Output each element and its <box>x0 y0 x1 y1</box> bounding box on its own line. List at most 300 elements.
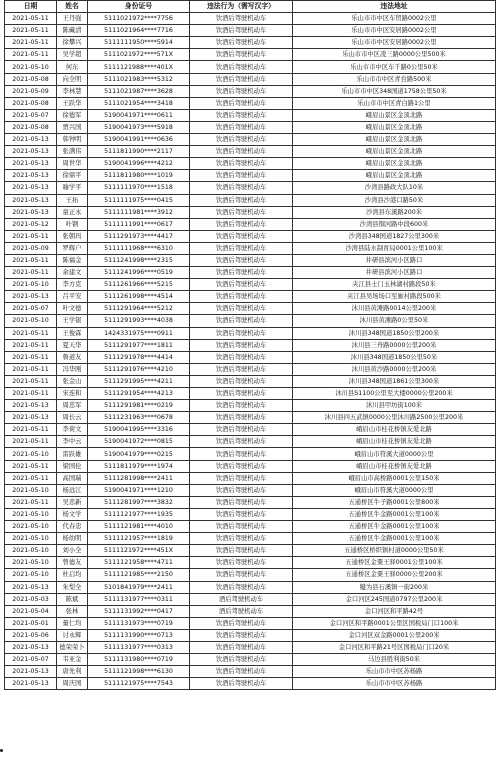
name-cell: 叶钢 <box>57 218 88 230</box>
violation-cell: 饮酒后驾驶机动车 <box>190 25 293 37</box>
id-number-cell: 5111121985****2150 <box>88 569 190 581</box>
table-row <box>5 605 496 617</box>
date-cell: 2021-05-10 <box>5 448 57 460</box>
date-cell: 2021-05-01 <box>5 617 57 629</box>
id-number-cell: 5111121998****6130 <box>88 666 190 678</box>
address-cell: 沙湾县东溪路200米 <box>293 206 496 218</box>
table-row <box>5 25 496 37</box>
id-number-cell: 5190041996****4212 <box>88 158 190 170</box>
date-cell: 2021-05-13 <box>5 134 57 146</box>
address-cell: 峨眉山市高桥路0001公里150米 <box>293 472 496 484</box>
address-cell: 乐山市市中区348国道1758公里50米 <box>293 85 496 97</box>
date-cell: 2021-05-11 <box>5 375 57 387</box>
table-row <box>5 49 496 61</box>
violation-cell: 饮酒后驾驶机动车 <box>190 194 293 206</box>
address-cell: 乐山市市中区安居路0002公里 <box>293 37 496 49</box>
name-cell: 徐鼎平 <box>57 170 88 182</box>
date-cell: 2021-05-10 <box>5 557 57 569</box>
table-row <box>5 388 496 400</box>
address-cell: 井研县滨河小区路口 <box>293 254 496 266</box>
address-cell: 沙湾县沙港口路50米 <box>293 194 496 206</box>
id-number-cell: 5111291978****4414 <box>88 351 190 363</box>
name-cell: 量仁均 <box>57 617 88 629</box>
table-row <box>5 13 496 25</box>
date-cell: 2021-05-09 <box>5 85 57 97</box>
table-row <box>5 496 496 508</box>
address-cell: 沙湾县路政大队10米 <box>293 182 496 194</box>
date-cell: 2021-05-10 <box>5 508 57 520</box>
table-row <box>5 85 496 97</box>
name-cell: 鲁道友 <box>57 351 88 363</box>
table-row <box>5 254 496 266</box>
violation-cell: 饮酒后驾驶机动车 <box>190 641 293 653</box>
address-cell: 金口河区和平路0001公里区国税局门口100米 <box>293 617 496 629</box>
table-row <box>5 73 496 85</box>
id-number-cell: 5111021972****571X <box>88 49 190 61</box>
violation-cell: 饮酒后驾驶机动车 <box>190 121 293 133</box>
table-row <box>5 557 496 569</box>
table-row <box>5 170 496 182</box>
date-cell: 2021-05-11 <box>5 339 57 351</box>
date-cell: 2021-05-11 <box>5 472 57 484</box>
name-cell: 罗辉户 <box>57 242 88 254</box>
id-number-cell: 5190041991****0636 <box>88 134 190 146</box>
violation-cell: 饮酒后驾驶机动车 <box>190 424 293 436</box>
table-row <box>5 121 496 133</box>
name-cell: 梁国伦 <box>57 460 88 472</box>
address-cell: 沙湾县陆水制育局0001公里100米 <box>293 242 496 254</box>
table-row <box>5 351 496 363</box>
id-number-cell: 5111121975****7543 <box>88 678 190 690</box>
id-number-cell: 5111121981****4010 <box>88 521 190 533</box>
violation-cell: 饮酒后驾驶机动车 <box>190 327 293 339</box>
address-cell: 沐川县348国道1850公里200米 <box>293 327 496 339</box>
address-cell: 马边县胜利街50米 <box>293 654 496 666</box>
violation-cell: 饮酒后驾驶机动车 <box>190 13 293 25</box>
violation-cell: 饮酒后驾驶机动车 <box>190 581 293 593</box>
name-cell: 童正永 <box>57 206 88 218</box>
date-cell: 2021-05-10 <box>5 545 57 557</box>
header-row <box>5 1 496 13</box>
violation-cell: 饮酒后驾驶机动车 <box>190 557 293 569</box>
date-cell: 2021-05-13 <box>5 158 57 170</box>
violation-cell: 饮酒后驾驶机动车 <box>190 230 293 242</box>
table-row <box>5 412 496 424</box>
name-cell: 余建文 <box>57 267 88 279</box>
table-row <box>5 375 496 387</box>
id-number-cell: 5111281997****3832 <box>88 496 190 508</box>
violation-cell: 饮酒后驾驶机动车 <box>190 436 293 448</box>
id-number-cell: 5111111981****3912 <box>88 206 190 218</box>
id-number-cell: 5111131980****0719 <box>88 654 190 666</box>
id-number-cell: 5111281998****2411 <box>88 472 190 484</box>
address-cell: 峨眉山景区金顶北路 <box>293 121 496 133</box>
table-row <box>5 678 496 690</box>
id-number-cell: 5111021987****3628 <box>88 85 190 97</box>
address-cell: 犍为县石溪镇一街200米 <box>293 581 496 593</box>
date-cell: 2021-05-13 <box>5 182 57 194</box>
table-row <box>5 109 496 121</box>
name-cell: 冯华刚 <box>57 363 88 375</box>
violation-cell: 饮酒后驾驶机动车 <box>190 545 293 557</box>
date-cell: 2021-05-10 <box>5 569 57 581</box>
table-row <box>5 291 496 303</box>
violation-cell: 饮酒后驾驶机动车 <box>190 254 293 266</box>
address-cell: 乐山市市中区车千路0公里50米 <box>293 61 496 73</box>
table-row <box>5 339 496 351</box>
table-row <box>5 134 496 146</box>
address-cell: 夹江县吴场场口至廊村路段500米 <box>293 291 496 303</box>
violation-cell: 饮酒后驾驶机动车 <box>190 351 293 363</box>
date-cell: 2021-05-13 <box>5 206 57 218</box>
violation-cell: 饮酒后驾驶机动车 <box>190 484 293 496</box>
date-cell: 2021-05-11 <box>5 351 57 363</box>
violation-cell: 饮酒后驾驶机动车 <box>190 134 293 146</box>
address-cell: 沐川县四五武镇0000公里沐川路2500公里200米 <box>293 412 496 424</box>
violation-cell: 饮酒后驾驶机动车 <box>190 472 293 484</box>
date-cell: 2021-05-07 <box>5 654 57 666</box>
address-cell: 五通桥区金粟王驿0001公里100米 <box>293 557 496 569</box>
violation-cell: 饮酒后驾驶机动车 <box>190 569 293 581</box>
table-row <box>5 218 496 230</box>
name-cell: 王丹强 <box>57 13 88 25</box>
address-cell: 金口河区和平路21号区国税局门口20米 <box>293 641 496 653</box>
date-cell: 2021-05-11 <box>5 230 57 242</box>
address-cell: 金口河区和平路42号 <box>293 605 496 617</box>
name-cell: 王拓 <box>57 194 88 206</box>
id-number-cell: 5111241998****2315 <box>88 254 190 266</box>
id-number-cell: 5111111975****0415 <box>88 194 190 206</box>
table-row <box>5 363 496 375</box>
address-cell: 乐山市市中区青白路1公里 <box>293 97 496 109</box>
address-cell: 沐川县348国道1861公里300米 <box>293 375 496 387</box>
id-number-cell: 5190041971****0611 <box>88 109 190 121</box>
address-cell: 峨眉山景区金顶北路 <box>293 170 496 182</box>
violation-cell: 饮酒后驾驶机动车 <box>190 315 293 327</box>
date-cell: 2021-05-08 <box>5 121 57 133</box>
address-cell: 沐川县三舟路0000公里200米 <box>293 339 496 351</box>
id-number-cell: 5111121972****451X <box>88 545 190 557</box>
id-number-cell: 5190041973****5918 <box>88 121 190 133</box>
date-cell: 2021-05-13 <box>5 641 57 653</box>
date-cell: 2021-05-10 <box>5 315 57 327</box>
name-cell: 张金山 <box>57 375 88 387</box>
table-row <box>5 436 496 448</box>
table-row <box>5 666 496 678</box>
address-cell: 夹江县士门玉林湖村路段50米 <box>293 279 496 291</box>
date-cell: 2021-05-09 <box>5 242 57 254</box>
violation-cell: 饮酒后驾驶机动车 <box>190 629 293 641</box>
id-number-cell: 5190041995****3316 <box>88 424 190 436</box>
violation-cell: 饮酒后驾驶机动车 <box>190 521 293 533</box>
violation-cell: 饮酒后驾驶机动车 <box>190 496 293 508</box>
address-cell: 峨眉山景区金顶北路 <box>293 109 496 121</box>
date-cell: 2021-05-08 <box>5 97 57 109</box>
violation-cell: 饮酒后驾驶机动车 <box>190 146 293 158</box>
id-number-cell: 5190041972****0815 <box>88 436 190 448</box>
id-number-cell: 5111131977****0313 <box>88 641 190 653</box>
address-cell: 沙湾县铜河路中段600米 <box>293 218 496 230</box>
address-cell: 金口河区245国道0797公里200米 <box>293 593 496 605</box>
name-cell: 周忠军 <box>57 400 88 412</box>
table-body <box>5 13 496 690</box>
violation-cell: 饮酒后驾驶机动车 <box>190 158 293 170</box>
violation-cell: 饮酒后驾驶机动车 <box>190 339 293 351</box>
date-cell: 2021-05-10 <box>5 533 57 545</box>
violation-cell: 饮酒后驾驶机动车 <box>190 73 293 85</box>
violation-cell: 饮酒后驾驶机动车 <box>190 49 293 61</box>
address-cell: 峨眉山市符溪大道0000公里 <box>293 484 496 496</box>
table-row <box>5 472 496 484</box>
date-cell: 2021-05-06 <box>5 629 57 641</box>
address-cell: 乐山市市中区苏杨路 <box>293 666 496 678</box>
id-number-cell: 5111291964****5212 <box>88 303 190 315</box>
address-cell: 乐山市市中区车贸路0002公里 <box>293 13 496 25</box>
table-row <box>5 508 496 520</box>
date-cell: 2021-05-11 <box>5 25 57 37</box>
id-number-cell: 5111261966****5215 <box>88 279 190 291</box>
id-number-cell: 5101841979****2411 <box>88 581 190 593</box>
table-row <box>5 569 496 581</box>
date-cell: 2021-05-10 <box>5 61 57 73</box>
address-cell: 峨眉山市符溪大道0000公里 <box>293 448 496 460</box>
id-number-cell: 5190041979****0215 <box>88 448 190 460</box>
date-cell: 2021-05-11 <box>5 267 57 279</box>
date-cell: 2021-05-11 <box>5 13 57 25</box>
id-number-cell: 5190041971****1210 <box>88 484 190 496</box>
violation-cell: 饮酒后驾驶机动车 <box>190 654 293 666</box>
address-cell: 沐川县黄滩路0014公里200米 <box>293 303 496 315</box>
table-row <box>5 315 496 327</box>
name-cell: 刘小全 <box>57 545 88 557</box>
name-cell: 吴学超 <box>57 49 88 61</box>
table-row <box>5 400 496 412</box>
violation-cell: 饮酒后驾驶机动车 <box>190 242 293 254</box>
name-cell: 陈藏清 <box>57 25 88 37</box>
name-cell: 向全明 <box>57 73 88 85</box>
id-number-cell: 5111121988****401X <box>88 61 190 73</box>
violation-cell: 酒后驾驶机动车 <box>190 593 293 605</box>
name-cell: 王跃华 <box>57 97 88 109</box>
table-row <box>5 484 496 496</box>
violation-cell: 饮酒后驾驶机动车 <box>190 617 293 629</box>
column-header-id-number: 身份证号 <box>88 1 190 13</box>
address-cell: 五通桥区牛金路0001公里100米 <box>293 533 496 545</box>
name-cell: 何东 <box>57 61 88 73</box>
violation-cell: 饮酒后驾驶机动车 <box>190 448 293 460</box>
violation-cell: 饮酒后驾驶机动车 <box>190 37 293 49</box>
date-cell: 2021-05-08 <box>5 73 57 85</box>
id-number-cell: 5111231963****0678 <box>88 412 190 424</box>
name-cell: 李荷文 <box>57 424 88 436</box>
violation-cell: 饮酒后驾驶机动车 <box>190 363 293 375</box>
violation-cell: 饮酒后驾驶机动车 <box>190 375 293 387</box>
date-cell: 2021-05-13 <box>5 400 57 412</box>
id-number-cell: 1424331975****0911 <box>88 327 190 339</box>
date-cell: 2021-05-13 <box>5 678 57 690</box>
violation-cell: 饮酒后驾驶机动车 <box>190 303 293 315</box>
table-row <box>5 448 496 460</box>
id-number-cell: 5111811990****2117 <box>88 146 190 158</box>
id-number-cell: 5111021964****7716 <box>88 25 190 37</box>
name-cell: 周世华 <box>57 158 88 170</box>
id-number-cell: 5111021983****5312 <box>88 73 190 85</box>
table-row <box>5 194 496 206</box>
name-cell: 陈福金 <box>57 254 88 266</box>
name-cell: 王俊霖 <box>57 327 88 339</box>
name-cell: 夏天华 <box>57 339 88 351</box>
date-cell: 2021-05-11 <box>5 436 57 448</box>
address-cell: 沐川县348国道1850公里50米 <box>293 351 496 363</box>
name-cell: 周长云 <box>57 412 88 424</box>
bullet-marker <box>0 749 3 752</box>
date-cell: 2021-05-11 <box>5 37 57 49</box>
table-row <box>5 654 496 666</box>
address-cell: 峨眉山景区金顶北路 <box>293 146 496 158</box>
date-cell: 2021-05-12 <box>5 218 57 230</box>
name-cell: 高国瑞 <box>57 472 88 484</box>
id-number-cell: 5111291954****4213 <box>88 388 190 400</box>
name-cell: 雷跃雄 <box>57 448 88 460</box>
date-cell: 2021-05-11 <box>5 424 57 436</box>
violation-cell: 饮酒后驾驶机动车 <box>190 206 293 218</box>
date-cell: 2021-05-13 <box>5 194 57 206</box>
id-number-cell: 5111291995****4211 <box>88 375 190 387</box>
name-cell: 杨远江 <box>57 484 88 496</box>
address-cell: 五通桥区牛金路0001公里100米 <box>293 508 496 520</box>
name-cell: 韩钟明 <box>57 134 88 146</box>
violation-cell: 饮酒后驾驶机动车 <box>190 85 293 97</box>
address-cell: 金口河区双金路0001公里200米 <box>293 629 496 641</box>
name-cell: 张林 <box>57 605 88 617</box>
violation-cell: 酒后驾驶机动车 <box>190 605 293 617</box>
table-row <box>5 521 496 533</box>
id-number-cell: 5111131992****0417 <box>88 605 190 617</box>
table-row <box>5 182 496 194</box>
id-number-cell: 5111291993****4038 <box>88 315 190 327</box>
id-number-cell: 5111131990****0713 <box>88 629 190 641</box>
column-header-address: 违法地址 <box>293 1 496 13</box>
table-row <box>5 545 496 557</box>
table-row <box>5 97 496 109</box>
date-cell: 2021-05-07 <box>5 109 57 121</box>
date-cell: 2021-05-10 <box>5 484 57 496</box>
name-cell: 李林慧 <box>57 85 88 97</box>
date-cell: 2021-05-11 <box>5 327 57 339</box>
name-cell: 张朝玛 <box>57 230 88 242</box>
table-row <box>5 146 496 158</box>
address-cell: 五通桥区牛子路0001公里800米 <box>293 496 496 508</box>
id-number-cell: 5111291976****4210 <box>88 363 190 375</box>
name-cell: 贾兴国 <box>57 121 88 133</box>
id-number-cell: 5111021972****7756 <box>88 13 190 25</box>
address-cell: 沐川县黄滩路0公里50米 <box>293 315 496 327</box>
name-cell: 李中云 <box>57 436 88 448</box>
name-cell: 杨文学 <box>57 508 88 520</box>
date-cell: 2021-05-13 <box>5 146 57 158</box>
date-cell: 2021-05-11 <box>5 49 57 61</box>
name-cell: 喻学平 <box>57 182 88 194</box>
id-number-cell: 5111811980****1019 <box>88 170 190 182</box>
date-cell: 2021-05-07 <box>5 303 57 315</box>
name-cell: 杨幼明 <box>57 533 88 545</box>
name-cell: 唐先利 <box>57 666 88 678</box>
violations-table <box>4 0 496 690</box>
date-cell: 2021-05-11 <box>5 496 57 508</box>
name-cell: 徐攀兴 <box>57 37 88 49</box>
table-row <box>5 242 496 254</box>
address-cell: 乐山市市中区青台路500米 <box>293 73 496 85</box>
address-cell: 井研县滨河小区路口 <box>293 267 496 279</box>
violation-cell: 饮酒后驾驶机动车 <box>190 678 293 690</box>
column-header-name: 姓名 <box>57 1 88 13</box>
id-number-cell: 5111811979****1974 <box>88 460 190 472</box>
table-row <box>5 206 496 218</box>
violation-cell: 饮酒后驾驶机动车 <box>190 279 293 291</box>
date-cell: 2021-05-10 <box>5 279 57 291</box>
name-cell: 杜启均 <box>57 569 88 581</box>
violation-cell: 饮酒后驾驶机动车 <box>190 291 293 303</box>
column-header-date: 日期 <box>5 1 57 13</box>
table-row <box>5 629 496 641</box>
address-cell: 五通桥区金粟王驿0000公里200米 <box>293 569 496 581</box>
name-cell: 李方克 <box>57 279 88 291</box>
violation-cell: 饮酒后驾驶机动车 <box>190 508 293 520</box>
table-row <box>5 424 496 436</box>
id-number-cell: 5111121957****1819 <box>88 533 190 545</box>
date-cell: 2021-05-11 <box>5 460 57 472</box>
violation-cell: 饮酒后驾驶机动车 <box>190 97 293 109</box>
table-row <box>5 327 496 339</box>
address-cell: 乐山市市中区安居路0002公里 <box>293 25 496 37</box>
id-number-cell: 5111111950****5914 <box>88 37 190 49</box>
name-cell: 德荣荣卜 <box>57 641 88 653</box>
address-cell: 沙湾县348国道1827公里300米 <box>293 230 496 242</box>
address-cell: 沐川县S1100公里至大楼0000公里200米 <box>293 388 496 400</box>
table-row <box>5 641 496 653</box>
violation-cell: 饮酒后驾驶机动车 <box>190 182 293 194</box>
address-cell: 峨眉山市桂花桥镇友爱北路 <box>293 436 496 448</box>
id-number-cell: 5111261998****4514 <box>88 291 190 303</box>
name-cell: 韦亚金 <box>57 654 88 666</box>
name-cell: 吴忠新 <box>57 496 88 508</box>
address-cell: 乐山市市中区苏杨路 <box>293 678 496 690</box>
date-cell: 2021-05-13 <box>5 581 57 593</box>
table-row <box>5 581 496 593</box>
violation-cell: 饮酒后驾驶机动车 <box>190 218 293 230</box>
address-cell: 峨眉山市桂花桥镇友爱北路 <box>293 460 496 472</box>
violation-cell: 饮酒后驾驶机动车 <box>190 412 293 424</box>
violation-cell: 饮酒后驾驶机动车 <box>190 388 293 400</box>
date-cell: 2021-05-11 <box>5 254 57 266</box>
name-cell: 曾德友 <box>57 557 88 569</box>
id-number-cell: 5111131977****0311 <box>88 593 190 605</box>
id-number-cell: 5111291977****1811 <box>88 339 190 351</box>
name-cell: 王学银 <box>57 315 88 327</box>
date-cell: 2021-05-04 <box>5 605 57 617</box>
violation-cell: 饮酒后驾驶机动车 <box>190 460 293 472</box>
column-header-violation: 违法行为（需写汉字） <box>190 1 293 13</box>
id-number-cell: 5111131973****0719 <box>88 617 190 629</box>
id-number-cell: 5111111968****6310 <box>88 242 190 254</box>
name-cell: 讨永辉 <box>57 629 88 641</box>
date-cell: 2021-05-11 <box>5 363 57 375</box>
violation-cell: 饮酒后驾驶机动车 <box>190 400 293 412</box>
id-number-cell: 5111121958****4711 <box>88 557 190 569</box>
table-row <box>5 593 496 605</box>
name-cell: 张满伟 <box>57 146 88 158</box>
id-number-cell: 5111291973****4417 <box>88 230 190 242</box>
